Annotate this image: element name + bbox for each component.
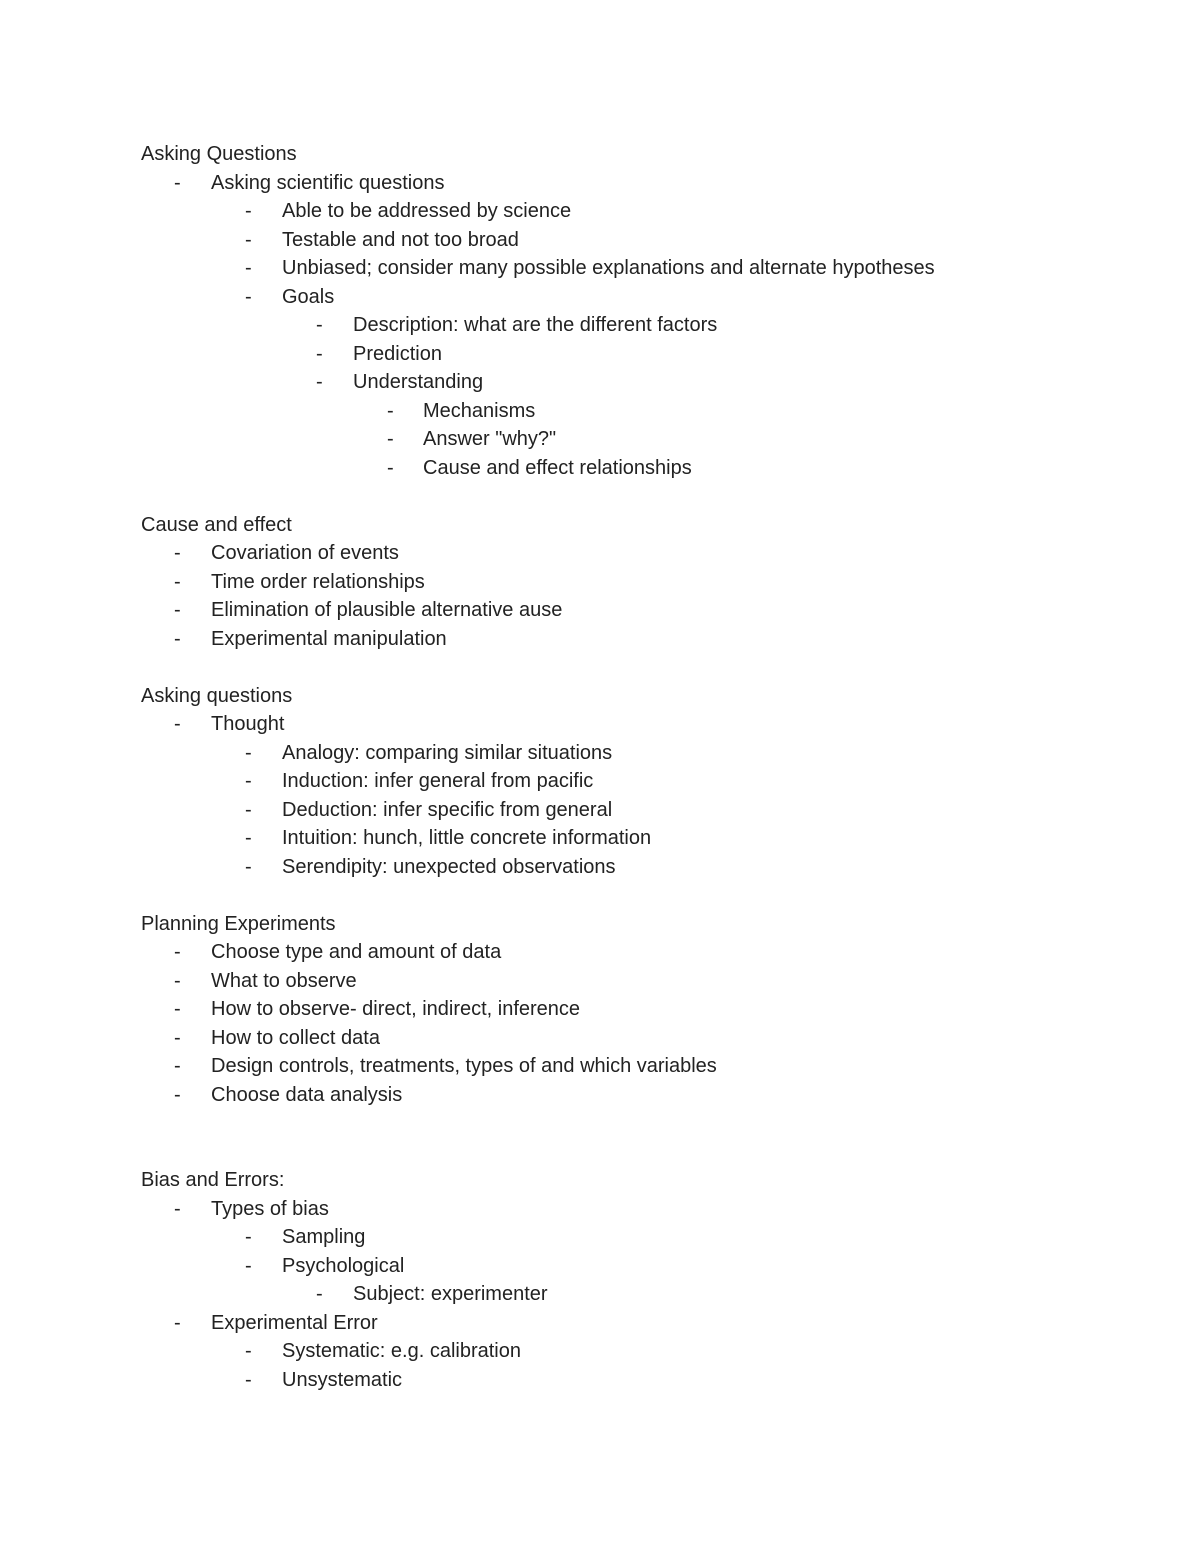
bullet-dash: - (245, 257, 252, 279)
bullet-dash: - (174, 969, 181, 992)
list-item (141, 1052, 1141, 1081)
section-title: Planning Experiments (141, 912, 336, 935)
list-item-text: Time order relationships (211, 570, 425, 593)
bullet-dash: - (316, 314, 323, 336)
list-item (141, 853, 1141, 882)
section-heading (141, 140, 1141, 169)
section-heading (141, 511, 1141, 540)
list-item-text: Analogy: comparing similar situations (282, 741, 613, 764)
list-item (141, 710, 1141, 739)
list-item (141, 1252, 1141, 1281)
list-item-text: Sampling (282, 1226, 366, 1248)
list-item (141, 995, 1141, 1024)
list-item (141, 226, 1141, 255)
list-item-text: Prediction (353, 342, 442, 365)
list-item (141, 1366, 1141, 1395)
bullet-dash: - (245, 1340, 252, 1362)
list-item-text: Goals (282, 285, 335, 308)
list-item-text: Experimental Error (211, 1311, 378, 1334)
list-item (141, 454, 1141, 483)
list-item (141, 739, 1141, 768)
section-heading (141, 1166, 1141, 1195)
section-title: Asking questions (141, 684, 293, 707)
list-item (141, 767, 1141, 796)
list-item-text: Cause and effect relationships (423, 456, 692, 479)
bullet-dash: - (245, 200, 252, 222)
bullet-dash: - (245, 770, 252, 792)
list-item-text: Understanding (353, 371, 484, 393)
list-item (141, 340, 1141, 369)
list-item-text: Unsystematic (282, 1368, 403, 1391)
list-item (141, 824, 1141, 853)
bullet-dash: - (245, 798, 252, 821)
bullet-dash: - (174, 171, 181, 194)
bullet-dash: - (387, 399, 394, 422)
list-item-text: Choose type and amount of data (211, 941, 502, 963)
blank-line (141, 482, 1141, 511)
bullet-dash: - (174, 713, 181, 735)
bullet-dash: - (174, 1055, 181, 1077)
list-item-text: Deduction: infer specific from general (282, 798, 613, 821)
section-heading (141, 910, 1141, 939)
list-item (141, 596, 1141, 625)
list-item-text: Design controls, treatments, types of and which variables (211, 1055, 717, 1077)
list-item (141, 1280, 1141, 1309)
section-title: Asking Questions (141, 143, 297, 165)
list-item-text: Systematic: e.g. calibration (282, 1340, 521, 1362)
blank-line (141, 881, 1141, 910)
bullet-dash: - (387, 428, 394, 450)
list-item (141, 1081, 1141, 1110)
bullet-dash: - (245, 741, 252, 764)
list-item-text: Testable and not too broad (282, 228, 519, 251)
bullet-dash: - (174, 1083, 181, 1106)
bullet-dash: - (174, 570, 181, 593)
list-item (141, 1223, 1141, 1252)
list-item-text: How to observe- direct, indirect, inference (211, 998, 581, 1020)
blank-line (141, 1109, 1141, 1138)
list-item (141, 283, 1141, 312)
list-item-text: Unbiased; consider many possible explanations and alternate hypotheses (282, 257, 935, 279)
list-item (141, 1024, 1141, 1053)
list-item-text: How to collect data (211, 1026, 380, 1049)
list-item-text: Choose data analysis (211, 1083, 403, 1106)
bullet-dash: - (316, 342, 323, 365)
list-item-text: Experimental manipulation (211, 627, 447, 650)
list-item-text: Elimination of plausible alternative ause (211, 599, 563, 621)
list-item (141, 539, 1141, 568)
list-item (141, 397, 1141, 426)
list-item-text: What to observe (211, 969, 357, 992)
bullet-dash: - (174, 941, 181, 963)
bullet-dash: - (316, 371, 323, 393)
bullet-dash: - (174, 627, 181, 650)
list-item (141, 254, 1141, 283)
list-item (141, 169, 1141, 198)
bullet-dash: - (174, 1197, 181, 1220)
list-item (141, 967, 1141, 996)
list-item-text: Mechanisms (423, 399, 536, 422)
list-item (141, 1309, 1141, 1338)
bullet-dash: - (174, 542, 181, 564)
list-item (141, 1337, 1141, 1366)
list-item (141, 197, 1141, 226)
section-title: Cause and effect (141, 513, 292, 536)
section-title: Bias and Errors: (141, 1169, 285, 1191)
blank-line (141, 653, 1141, 682)
document-page (141, 140, 1141, 1394)
list-item (141, 796, 1141, 825)
bullet-dash: - (245, 1254, 252, 1277)
list-item-text: Thought (211, 713, 285, 735)
list-item-text: Intuition: hunch, little concrete information (282, 827, 652, 849)
list-item-text: Serendipity: unexpected observations (282, 855, 616, 878)
bullet-dash: - (245, 1368, 252, 1391)
bullet-dash: - (174, 599, 181, 621)
list-item (141, 938, 1141, 967)
list-item (141, 311, 1141, 340)
list-item-text: Types of bias (211, 1197, 329, 1220)
bullet-dash: - (316, 1283, 323, 1305)
bullet-dash: - (245, 285, 252, 308)
bullet-dash: - (245, 855, 252, 878)
list-item-text: Psychological (282, 1254, 405, 1277)
bullet-dash: - (174, 1311, 181, 1334)
bullet-dash: - (245, 827, 252, 849)
list-item-text: Able to be addressed by science (282, 200, 572, 222)
list-item (141, 625, 1141, 654)
bullet-dash: - (245, 1226, 252, 1248)
list-item-text: Answer "why?" (423, 428, 557, 450)
list-item (141, 368, 1141, 397)
list-item-text: Asking scientific questions (211, 171, 445, 194)
list-item-text: Subject: experimenter (353, 1283, 548, 1305)
list-item-text: Description: what are the different factors (353, 314, 718, 336)
bullet-dash: - (245, 228, 252, 251)
blank-line (141, 1138, 1141, 1167)
bullet-dash: - (174, 998, 181, 1020)
list-item-text: Induction: infer general from pacific (282, 770, 594, 792)
list-item (141, 425, 1141, 454)
list-item-text: Covariation of events (211, 542, 399, 564)
bullet-dash: - (174, 1026, 181, 1049)
section-heading (141, 682, 1141, 711)
list-item (141, 1195, 1141, 1224)
bullet-dash: - (387, 456, 394, 479)
list-item (141, 568, 1141, 597)
